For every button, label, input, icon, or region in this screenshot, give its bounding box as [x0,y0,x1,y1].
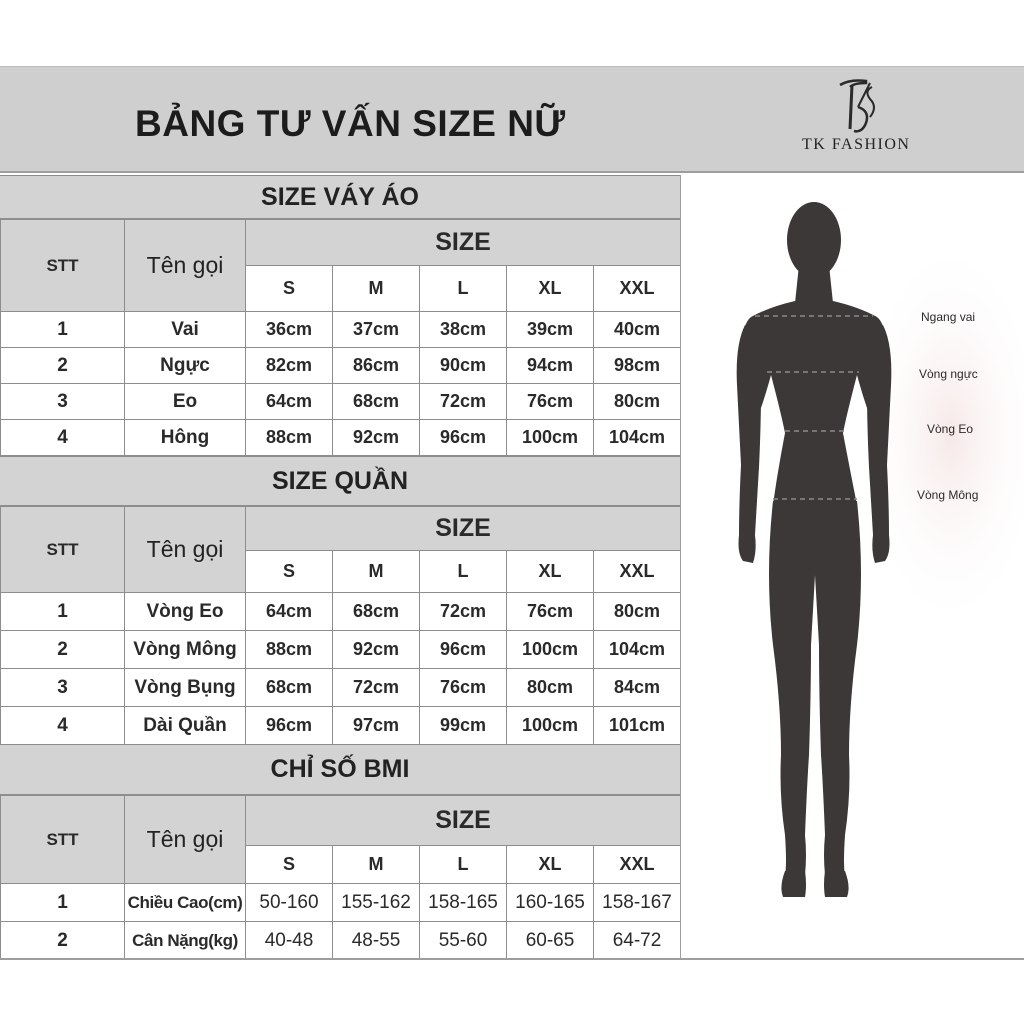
size-l: L [420,266,507,312]
pants-size-table [0,506,681,745]
row-value: 60-65 [507,922,594,960]
row-name: Ngực [125,348,246,384]
row-value: 80cm [594,384,681,420]
row-name: Vai [125,312,246,348]
row-value: 100cm [507,420,594,456]
row-value: 104cm [594,631,681,669]
row-value: 88cm [246,631,333,669]
table-row [1,707,681,745]
size-s: S [246,551,333,593]
label-hip: Vòng Mông [917,488,979,502]
row-value: 64cm [246,384,333,420]
stt-header: STT [1,507,125,593]
label-waist: Vòng Eo [927,422,974,436]
row-value: 88cm [246,420,333,456]
size-header: SIZE [246,507,681,551]
row-value: 96cm [246,707,333,745]
row-name: Vòng Eo [125,593,246,631]
row-value: 86cm [333,348,420,384]
row-value: 96cm [420,631,507,669]
size-xxl: XXL [594,846,681,884]
size-l: L [420,551,507,593]
row-value: 76cm [507,384,594,420]
row-value: 155-162 [333,884,420,922]
row-value: 76cm [420,669,507,707]
row-value: 68cm [333,593,420,631]
row-value: 84cm [594,669,681,707]
size-m: M [333,551,420,593]
label-shoulder: Ngang vai [921,310,976,324]
section-title-dress: SIZE VÁY ÁO [0,175,680,219]
bottom-divider [0,958,1024,960]
bmi-size-table [0,795,681,960]
table-row [1,922,681,960]
stt-header: STT [1,796,125,884]
row-value: 48-55 [333,922,420,960]
row-stt: 3 [1,669,125,707]
size-xl: XL [507,846,594,884]
size-xxl: XXL [594,551,681,593]
row-value: 158-167 [594,884,681,922]
table-row [1,420,681,456]
section-title-bmi: CHỈ SỐ BMI [0,744,680,795]
stt-header: STT [1,220,125,312]
row-stt: 1 [1,312,125,348]
row-stt: 2 [1,922,125,960]
row-value: 39cm [507,312,594,348]
row-value: 38cm [420,312,507,348]
row-value: 40-48 [246,922,333,960]
row-stt: 4 [1,420,125,456]
row-value: 64-72 [594,922,681,960]
table-row [1,593,681,631]
row-value: 72cm [420,384,507,420]
row-name: Hông [125,420,246,456]
row-name: Dài Quần [125,707,246,745]
row-value: 96cm [420,420,507,456]
size-m: M [333,266,420,312]
dress-size-table [0,219,681,456]
size-xxl: XXL [594,266,681,312]
brand-logo-icon [836,77,886,135]
row-name: Cân Nặng(kg) [125,922,246,960]
row-value: 40cm [594,312,681,348]
row-stt: 2 [1,348,125,384]
size-xl: XL [507,551,594,593]
row-stt: 1 [1,593,125,631]
row-value: 55-60 [420,922,507,960]
row-value: 97cm [333,707,420,745]
row-name: Vòng Bụng [125,669,246,707]
row-value: 104cm [594,420,681,456]
row-stt: 3 [1,384,125,420]
row-value: 92cm [333,420,420,456]
row-value: 82cm [246,348,333,384]
size-header: SIZE [246,796,681,846]
row-value: 72cm [333,669,420,707]
section-title-pants: SIZE QUẦN [0,456,680,506]
row-value: 92cm [333,631,420,669]
label-bust: Vòng ngực [919,367,978,381]
row-stt: 4 [1,707,125,745]
size-s: S [246,846,333,884]
row-stt: 1 [1,884,125,922]
row-value: 50-160 [246,884,333,922]
name-header: Tên gọi [125,796,246,884]
size-m: M [333,846,420,884]
female-silhouette-icon [681,175,1024,960]
row-stt: 2 [1,631,125,669]
row-value: 76cm [507,593,594,631]
row-value: 64cm [246,593,333,631]
name-header: Tên gọi [125,220,246,312]
brand-name: TK FASHION [802,136,911,153]
size-xl: XL [507,266,594,312]
row-value: 72cm [420,593,507,631]
row-name: Chiều Cao(cm) [125,884,246,922]
row-value: 80cm [507,669,594,707]
row-value: 80cm [594,593,681,631]
size-l: L [420,846,507,884]
row-value: 68cm [246,669,333,707]
name-header: Tên gọi [125,507,246,593]
size-s: S [246,266,333,312]
row-value: 100cm [507,707,594,745]
size-header: SIZE [246,220,681,266]
row-value: 36cm [246,312,333,348]
table-row [1,631,681,669]
row-value: 158-165 [420,884,507,922]
row-value: 68cm [333,384,420,420]
table-row [1,348,681,384]
table-row [1,384,681,420]
row-value: 37cm [333,312,420,348]
body-measurement-figure [680,175,1024,960]
header-banner [0,66,1024,173]
table-row [1,669,681,707]
table-row [1,884,681,922]
table-row [1,312,681,348]
row-name: Vòng Mông [125,631,246,669]
row-value: 99cm [420,707,507,745]
row-value: 101cm [594,707,681,745]
row-value: 90cm [420,348,507,384]
page-title: BẢNG TƯ VẤN SIZE NỮ [135,103,566,144]
row-value: 100cm [507,631,594,669]
row-name: Eo [125,384,246,420]
row-value: 94cm [507,348,594,384]
row-value: 98cm [594,348,681,384]
row-value: 160-165 [507,884,594,922]
